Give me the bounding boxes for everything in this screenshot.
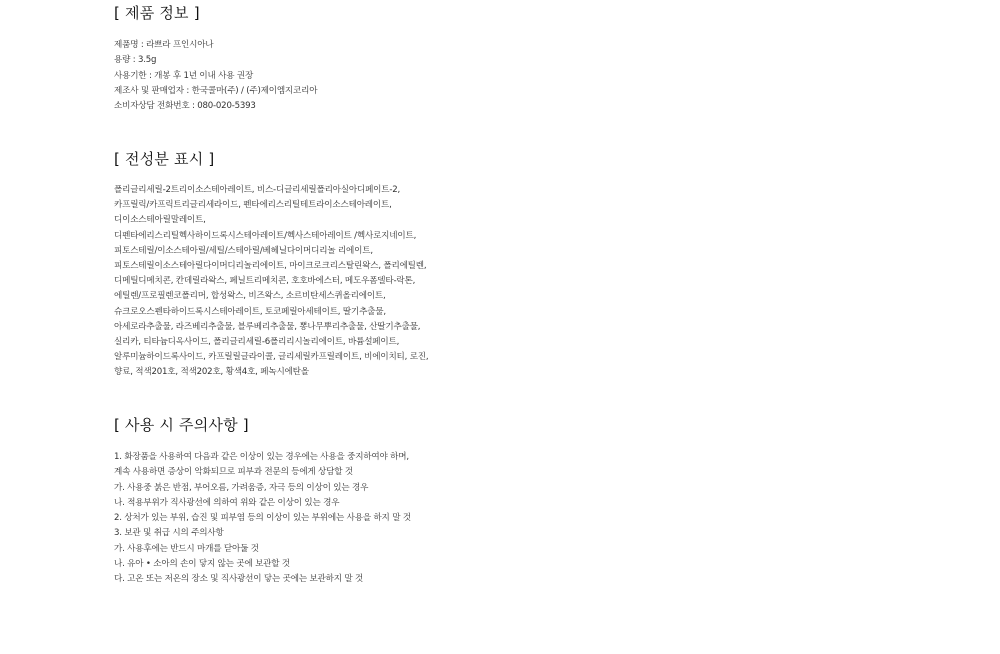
ingredients-line: 피토스테릴/이소스테아릴/세틸/스테아릴/베헤닐다이머디리놀 리에이트, <box>114 245 373 256</box>
ingredients-section <box>114 149 428 380</box>
product-name-line: 제품명 : 라쁘라 프인시아나 <box>114 40 214 50</box>
product-volume-line: 용량 : 3.5g <box>114 55 157 66</box>
ingredients-line: 아세로라추출물, 라즈베리추출물, 블루베리추출물, 뽕나무뿌리추출물, 산딸기추출물, <box>114 321 421 332</box>
ingredients-line: 실리카, 티타늄디옥사이드, 폴리글리세릴-6폴리리시놀리에이트, 바륨설페이트, <box>114 336 400 347</box>
ingredients-line: 디이소스테아릴말레이트, <box>114 215 206 226</box>
ingredients-line: 알루미늄하이드록사이드, 카프릴릴글라이콜, 글리세릴카프릴레이트, 비에이치티, 로진, <box>114 352 429 363</box>
product-info-section <box>114 3 317 114</box>
ingredients-line: 카프릴릭/카프릭트리글리세라이드, 펜타에리스리틸테트라이소스테아레이트, <box>114 200 392 211</box>
product-info-list <box>114 38 317 114</box>
ingredients-line: 폴리글리세릴-2트리이소스테아레이트, 비스-디글리세릴폴리아실아디페이트-2, <box>114 185 401 195</box>
caution-line: 3. 보관 및 취급 시의 주의사항 <box>114 528 224 539</box>
expiry-line: 사용기한 : 개봉 후 1년 이내 사용 권장 <box>114 70 254 81</box>
caution-line: 나. 유아 • 소아의 손이 닿지 않는 곳에 보관할 것 <box>114 559 291 570</box>
caution-line: 다. 고온 또는 저온의 장소 및 직사광선이 닿는 곳에는 보관하지 말 것 <box>114 574 364 585</box>
caution-line: 1. 화장품을 사용하여 다음과 같은 이상이 있는 경우에는 사용을 중지하여야 하며, <box>114 452 409 462</box>
caution-line: 가. 사용후에는 반드시 마개를 닫아둘 것 <box>114 543 259 554</box>
ingredients-line: 향료, 적색201호, 적색202호, 황색4호, 페녹시에탄올 <box>114 367 309 378</box>
caution-line: 2. 상처가 있는 부위, 습진 및 피부염 등의 이상이 있는 부위에는 사용을 하지 말 것 <box>114 513 411 524</box>
cautions-list <box>114 450 411 588</box>
caution-line: 계속 사용하면 증상이 악화되므로 피부과 전문의 등에게 상담할 것 <box>114 467 353 478</box>
cautions-section <box>114 415 411 588</box>
ingredients-title: [ 전성분 표시 ] <box>114 150 215 168</box>
ingredients-line: 디메틸디메치콘, 칸데릴라왁스, 페닐트리메치콘, 호호바에스터, 메도우폼델타-락톤, <box>114 276 416 287</box>
caution-line: 가. 사용중 붉은 반점, 부어오름, 가려움증, 자극 등의 이상이 있는 경우 <box>114 482 369 493</box>
customer-phone-line: 소비자상담 전화번호 : 080-020-5393 <box>114 101 256 112</box>
manufacturer-line: 제조사 및 판매업자 : 한국콜마(주) / (주)제이엠지코리아 <box>114 85 318 96</box>
ingredients-line: 슈크로오스펜타하이드록시스테아레이트, 토코페릴아세테이트, 딸기추출물, <box>114 306 386 317</box>
caution-line: 나. 적용부위가 직사광선에 의하여 위와 같은 이상이 있는 경우 <box>114 497 340 508</box>
ingredients-line: 디펜타에리스리틸헥사하이드록시스테아레이트/헥사스테아레이트 /헥사로지네이트, <box>114 230 417 241</box>
product-info-title: [ 제품 정보 ] <box>114 4 200 22</box>
ingredients-line: 피토스테릴이소스테아릴다이머디리놀리에이트, 마이크로크리스탈린왁스, 폴리에틸렌, <box>114 260 427 271</box>
cautions-title: [ 사용 시 주의사항 ] <box>114 416 249 434</box>
ingredients-list <box>114 183 428 380</box>
ingredients-line: 에틸렌/프로필렌코폴리머, 합성왁스, 비즈왁스, 소르비탄세스퀴올리에이트, <box>114 291 386 302</box>
